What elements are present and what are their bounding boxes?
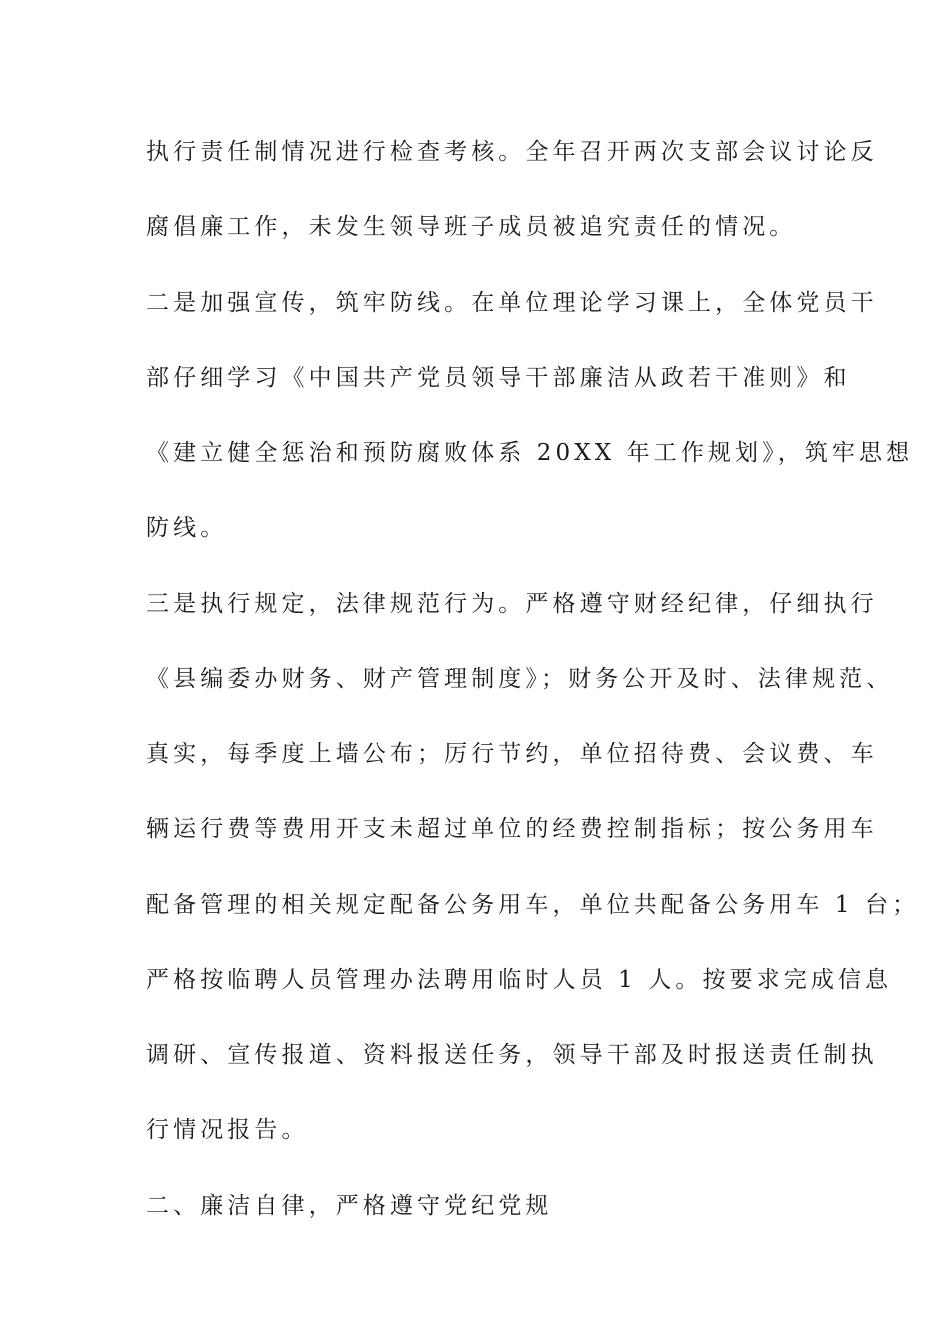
text-line: 三是执行规定，法律规范行为。严格遵守财经纪律，仔细执行 — [146, 591, 878, 617]
text-line: 配备管理的相关规定配备公务用车，单位共配备公务用车 1 台； — [146, 892, 920, 918]
text-line: 部仔细学习《中国共产党员领导干部廉洁从政若干准则》和 — [146, 365, 851, 391]
text-line: 辆运行费等费用开支未超过单位的经费控制指标；按公务用车 — [146, 816, 878, 842]
text-line: 调研、宣传报道、资料报送任务，领导干部及时报送责任制执 — [146, 1042, 878, 1068]
text-line: 《县编委办财务、财产管理制度》；财务公开及时、法律规范、 — [146, 666, 894, 692]
text-line: 真实，每季度上墙公布；厉行节约，单位招待费、会议费、车 — [146, 741, 878, 767]
text-line: 二是加强宣传，筑牢防线。在单位理论学习课上，全体党员干 — [146, 290, 878, 316]
text-line: 严格按临聘人员管理办法聘用临时人员 1 人。按要求完成信息 — [146, 967, 893, 993]
text-line: 行情况报告。 — [146, 1117, 309, 1143]
text-line: 《建立健全惩治和预防腐败体系 20XX 年工作规划》，筑牢思想 — [146, 440, 914, 466]
text-line: 腐倡廉工作，未发生领导班子成员被追究责任的情况。 — [146, 214, 797, 240]
text-line: 防线。 — [146, 515, 228, 541]
text-line: 执行责任制情况进行检查考核。全年召开两次支部会议讨论反 — [146, 139, 878, 165]
section-heading: 二、廉洁自律，严格遵守党纪党规 — [146, 1193, 553, 1219]
